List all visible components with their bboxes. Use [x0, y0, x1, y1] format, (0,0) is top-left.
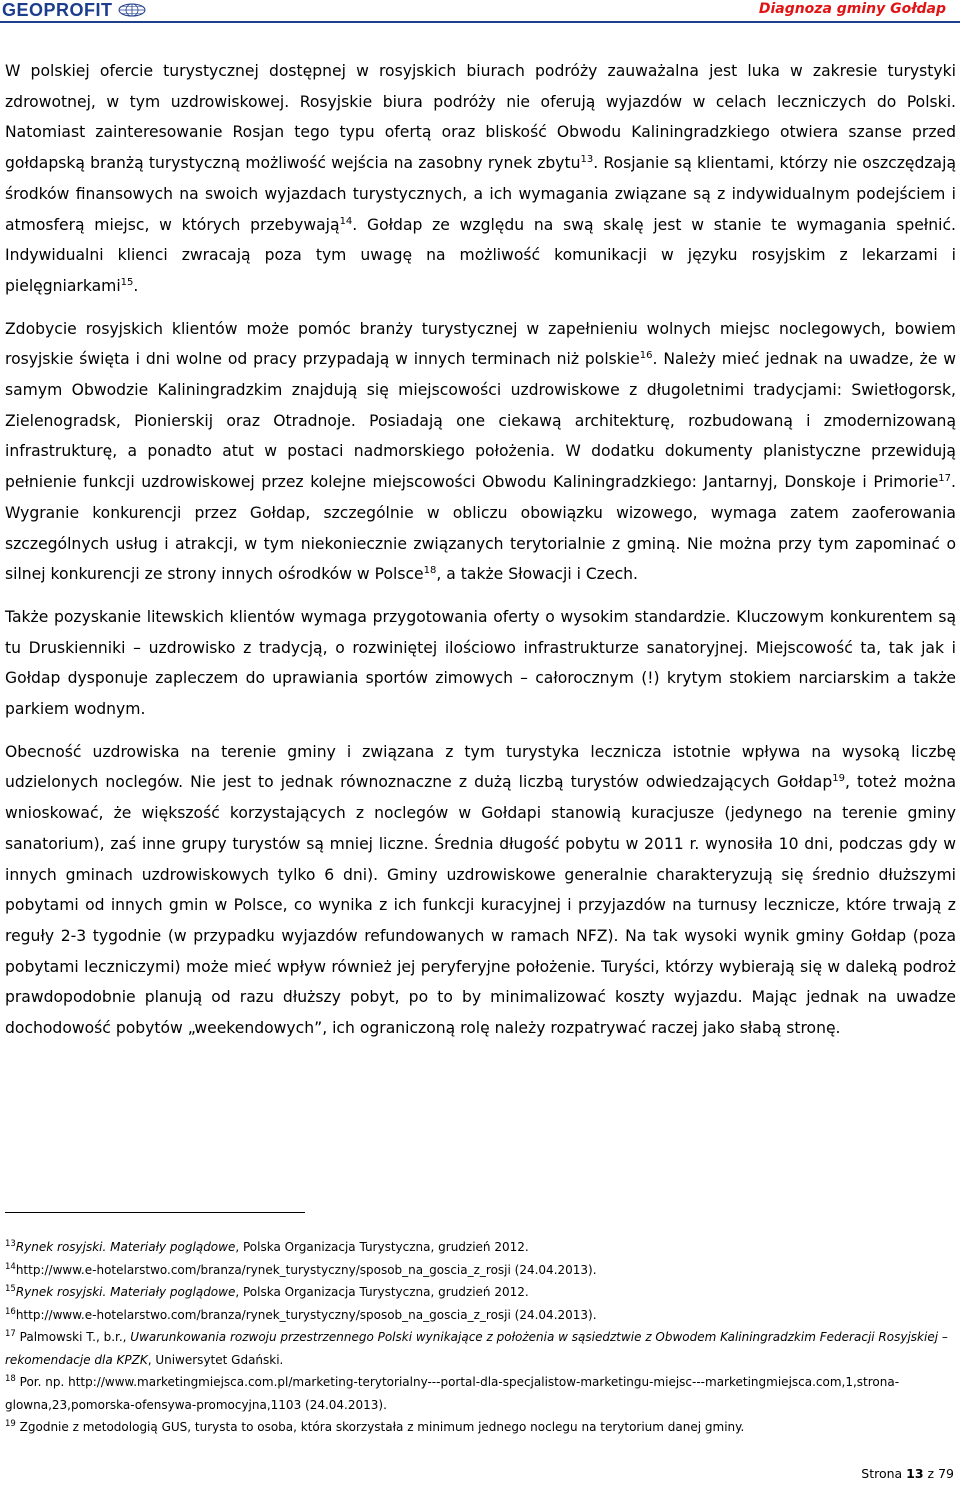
footnote-number: 18 [5, 1374, 16, 1384]
geoprofit-logo [2, 0, 147, 20]
current-page: 13 [906, 1466, 924, 1481]
footnote-ref-17[interactable]: 17 [938, 473, 952, 485]
paragraph-text: , toteż można wnioskować, że większość korzystających z noclegów w Gołdapi stanowią kuracjusze (jedynego na terenie gminy sanatorium), zaś inne grupy turystów są mniej liczne. Średnia długość pobytu w 2011 r. wynosiła 10 dni, podczas gdy w innych gminach uzdrowiskowych tylko 6 dni). Gminy uzdrowiskowe generalnie charakteryzują się średnio dłuższymi pobytami od innych gmin w Polsce, co wynika z ich funkcji kuracyjnej i przyjazdów na turnusy lecznicze, które trwają z reguły 2-3 tygodnie (w przypadku wyjazdów refundowanych w ramach NFZ). Na tak wysoki wynik gminy Gołdap (poza pobytami leczniczymi) może mieć wpływ również jej peryferyjne położenie. Turyści, którzy wybierają się w daleką podroż prawdopodobnie planują od razu dłuższy pobyt, po to by minimalizować koszty wyjazdu. Mając jednak na uwadze dochodowość pobytów „weekendowych”, ich ograniczoną rolę należy rozpatrywać raczej jako słabą stronę. [5, 773, 957, 1038]
page-header [0, 0, 960, 22]
footnote-link[interactable]: http://www.e-hotelarstwo.com/branza/rynek_turystyczny/sposob_na_goscia_z_rosji (24.04.2013). [15, 1262, 597, 1277]
footnote-17 [5, 1326, 956, 1371]
page-number [861, 1466, 954, 1481]
footnote-15 [5, 1281, 956, 1304]
footnote-text: , Polska Organizacja Turystyczna, grudzień 2012. [235, 1285, 529, 1299]
paragraph-4 [5, 737, 956, 1044]
globe-grid-icon [117, 2, 147, 18]
paragraph-text: Obecność uzdrowiska na terenie gminy i związana z tym turystyka lecznicza istotnie wpływa na wysoką liczbę udzielonych noclegów. Nie jest to jednak równoznaczne z dużą liczbą turystów odwiedzających Gołdap [5, 742, 956, 792]
footnote-13 [5, 1236, 956, 1259]
footnote-link[interactable]: http://www.e-hotelarstwo.com/branza/rynek_turystyczny/sposob_na_goscia_z_rosji (24.04.2013). [15, 1307, 597, 1322]
paragraph-text: , a także Słowacji i Czech. [436, 565, 638, 584]
paragraph-text: Zdobycie rosyjskich klientów może pomóc branży turystycznej w zapełnieniu wolnych miejsc noclegowych, bowiem rosyjskie święta i dni wolne od pracy przypadają w innych terminach niż polskie [5, 319, 956, 369]
paragraph-text: W polskiej ofercie turystycznej dostępnej w rosyjskich biurach podróży zauważalna jest luka w zakresie turystyki zdrowotnej, w tym uzdrowiskowej. Rosyjskie biura podróży nie oferują wyjazdów w celach leczniczych do Polski. Natomiast zainteresowanie Rosjan tego typu ofertą oraz bliskość Obwodu Kaliningradzkiego otwiera szanse przed gołdapską branżą turystyczną możliwość wejścia na zasobny rynek zbytu [5, 62, 956, 173]
footnote-ref-14[interactable]: 14 [339, 215, 353, 227]
paragraph-1 [5, 56, 956, 302]
footnote-number: 17 [5, 1329, 16, 1339]
paragraph-text: Także pozyskanie litewskich klientów wymaga przygotowania oferty o wysokim standardzie. Kluczowym konkurentem są tu Druskienniki – uzdrowisko z tradycją, o rozwiniętej ilościowo infrastrukturze sanatoryjnej. Miejscowość ta, tak jak i Gołdap dysponuje zapleczem do uprawiania sportów zimowych – całorocznym (!) krytym stokiem narciarskim a także parkiem wodnym. [5, 607, 956, 719]
footnote-14 [5, 1259, 956, 1282]
footnote-ref-19[interactable]: 19 [832, 773, 845, 785]
paragraph-text: . Gołdap ze względu na swą skalę jest w stanie te wymagania spełnić. Indywidualni klienci zwracają poza tym uwagę na możliwość komunikacji w języku rosyjskim z lekarzami i pielęgniarkami [5, 215, 956, 295]
footnotes [5, 1236, 956, 1439]
footnote-source-title: Rynek rosyjski. Materiały poglądowe [15, 1240, 236, 1254]
footnote-number: 19 [5, 1419, 16, 1429]
document-title: Diagnoza gminy Gołdap [758, 1, 946, 17]
footnote-ref-18[interactable]: 18 [423, 565, 437, 577]
paragraph-3 [5, 602, 956, 725]
footnote-number: 15 [5, 1284, 16, 1294]
footnote-text: , Polska Organizacja Turystyczna, grudzień 2012. [235, 1240, 529, 1254]
footnote-ref-13[interactable]: 13 [580, 154, 594, 166]
footnote-19 [5, 1416, 956, 1439]
footnote-source-title: Rynek rosyjski. Materiały poglądowe [15, 1285, 236, 1299]
paragraph-text: . Wygranie konkurencji przez Gołdap, szczególnie w obliczu obowiązku wizowego, wymaga zatem zaoferowania szczególnych usług i atrakcji, w tym niekoniecznie związanych terytorialnie z gminą. Nie można przy tym zapominać o silnej konkurencji ze strony innych ośrodków w Polsce [5, 473, 956, 584]
footnote-ref-16[interactable]: 16 [639, 350, 653, 362]
footnote-text: Zgodnie z metodologią GUS, turysta to osoba, która skorzystała z minimum jednego noclegu na terytorium danej gminy. [15, 1420, 745, 1434]
footnote-ref-15[interactable]: 15 [120, 276, 134, 288]
footnote-number: 16 [5, 1306, 16, 1317]
main-content [5, 56, 956, 1056]
footnote-source-title: Uwarunkowania rozwoju przestrzennego Polski wynikające z położenia w sąsiedztwie z Obwodem Kaliningradzkim Federacji Rosyjskiej – rekomendacje dla KPZK [5, 1330, 948, 1367]
footnote-author: Palmowski T., b.r., [15, 1330, 131, 1344]
page-label: Strona [861, 1466, 907, 1481]
footnote-18 [5, 1371, 956, 1416]
total-pages: 79 [938, 1466, 954, 1481]
footnote-number: 13 [5, 1239, 16, 1249]
footnote-number: 14 [5, 1261, 16, 1272]
logo-text: GEOPROFIT [2, 0, 113, 20]
paragraph-text: . [133, 276, 139, 295]
footnote-link[interactable]: Por. np. http://www.marketingmiejsca.com.pl/marketing-terytorialny---portal-dla-specjalistow-marketingu-miejsc---marketingmiejsca.com,1,strona-glowna,23,pomorska-ofensywa-promocyjna,1103 (24.04.2013). [5, 1375, 900, 1412]
header-divider [0, 21, 960, 23]
paragraph-2 [5, 314, 956, 590]
footnote-separator [5, 1212, 305, 1213]
footnote-text: , Uniwersytet Gdański. [147, 1352, 284, 1367]
paragraph-text: . Rosjanie są klientami, którzy nie oszczędzają środków finansowych na swoich wyjazdach turystycznych, a ich wymagania związane są z indywidualnym podejściem i atmosferą miejsc, w których przebywają [5, 154, 957, 234]
footnote-16 [5, 1304, 956, 1327]
page-separator: z [923, 1466, 939, 1481]
paragraph-text: . Należy mieć jednak na uwadze, że w samym Obwodzie Kaliningradzkim znajdują się miejscowości uzdrowiskowe z długoletnimi tradycjami: Swietłogorsk, Zielenogradsk, Pionierskij oraz Otradnoje. Posiadają one ciekawą architekturę, rozbudowaną i zmodernizowaną infrastrukturę, a ponadto atut w postaci nadmorskiego położenia. W dodatku dokumenty planistyczne przewidują pełnienie funkcji uzdrowiskowej przez kolejne miejscowości Obwodu Kaliningradzkiego: Jantarnyj, Donskoje i Primorie [5, 350, 957, 492]
